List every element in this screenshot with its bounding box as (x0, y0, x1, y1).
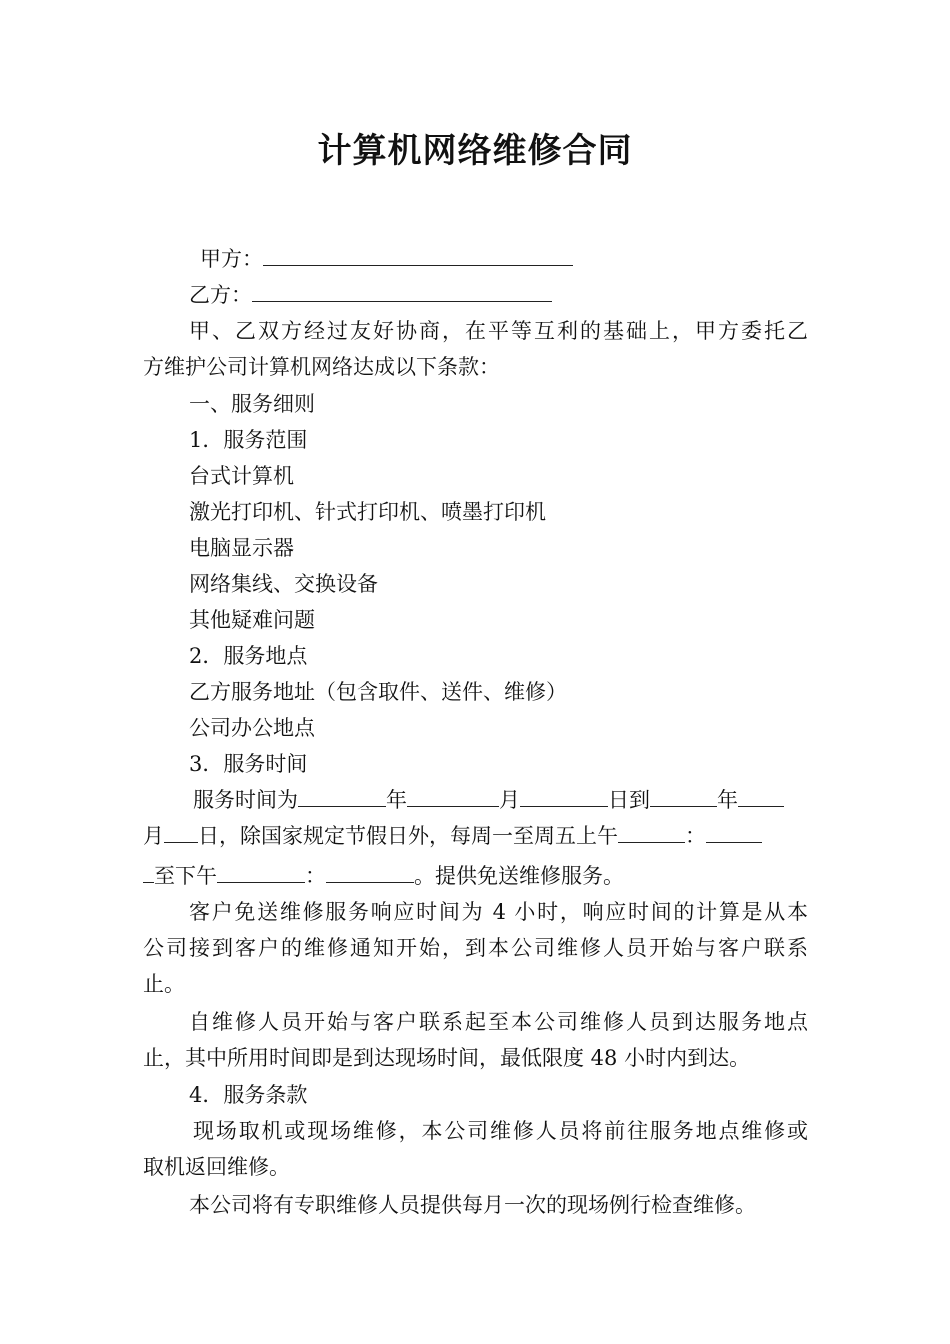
intro-line-2: 方维护公司计算机网络达成以下条款： (143, 355, 500, 379)
item-service-terms: 4．服务条款 (189, 1083, 308, 1107)
arrival-line-2: 止，其中所用时间即是到达现场时间，最低限度 48 小时内到达。 (143, 1046, 751, 1070)
start-month-blank[interactable] (407, 784, 499, 807)
scope-desktop: 台式计算机 (189, 464, 294, 488)
pm-hour-blank[interactable] (217, 860, 305, 883)
start-year-blank[interactable] (298, 784, 386, 807)
onsite-line-2: 取机返回维修。 (143, 1155, 290, 1179)
scope-network: 网络集线、交换设备 (189, 572, 378, 596)
section-heading: 一、服务细则 (189, 392, 315, 416)
location-party-b: 乙方服务地址（包含取件、送件、维修） (189, 680, 567, 704)
scope-monitors: 电脑显示器 (189, 536, 294, 560)
party-b-label: 乙方： (189, 283, 252, 307)
party-a-label: 甲方： (200, 247, 263, 271)
service-time-line-1: 服务时间为 年 月 日到 年 (193, 782, 808, 818)
service-time-line-2: 月 日，除国家规定节假日外，每周一至周五上午 ： (143, 818, 808, 854)
location-office: 公司办公地点 (189, 716, 315, 740)
service-time-line-3: 至下午 ： 。提供免送维修服务。 (143, 858, 808, 894)
document-title: 计算机网络维修合同 (317, 131, 633, 171)
intro-line-1: 甲、乙双方经过友好协商，在平等互利的基础上，甲方委托乙 (189, 319, 808, 343)
end-year-blank[interactable] (650, 784, 717, 807)
party-b-blank[interactable] (252, 279, 552, 302)
item-service-scope: 1．服务范围 (189, 428, 308, 452)
pm-minute-blank[interactable] (326, 860, 414, 883)
item-service-time: 3．服务时间 (189, 752, 308, 776)
item-service-location: 2．服务地点 (189, 644, 308, 668)
am-minute-blank[interactable] (706, 820, 762, 843)
am-minute-blank-cont[interactable] (143, 860, 154, 883)
response-line-3: 止。 (143, 972, 185, 996)
scope-printers: 激光打印机、针式打印机、喷墨打印机 (189, 500, 546, 524)
party-a-line (200, 241, 865, 277)
party-a-blank[interactable] (263, 243, 573, 266)
end-month-blank[interactable] (738, 784, 784, 807)
response-line-2: 公司接到客户的维修通知开始，到本公司维修人员开始与客户联系 (143, 936, 808, 960)
end-day-blank[interactable] (164, 820, 198, 843)
response-line-1: 客户免送维修服务响应时间为 4 小时，响应时间的计算是从本 (189, 900, 808, 924)
monthly-inspection: 本公司将有专职维修人员提供每月一次的现场例行检查维修。 (189, 1193, 756, 1217)
party-b-line (189, 277, 854, 313)
start-day-blank[interactable] (520, 784, 608, 807)
arrival-line-1: 自维修人员开始与客户联系起至本公司维修人员到达服务地点 (189, 1010, 808, 1034)
scope-other: 其他疑难问题 (189, 608, 315, 632)
am-hour-blank[interactable] (618, 820, 685, 843)
onsite-line-1: 现场取机或现场维修，本公司维修人员将前往服务地点维修或 (193, 1119, 808, 1143)
